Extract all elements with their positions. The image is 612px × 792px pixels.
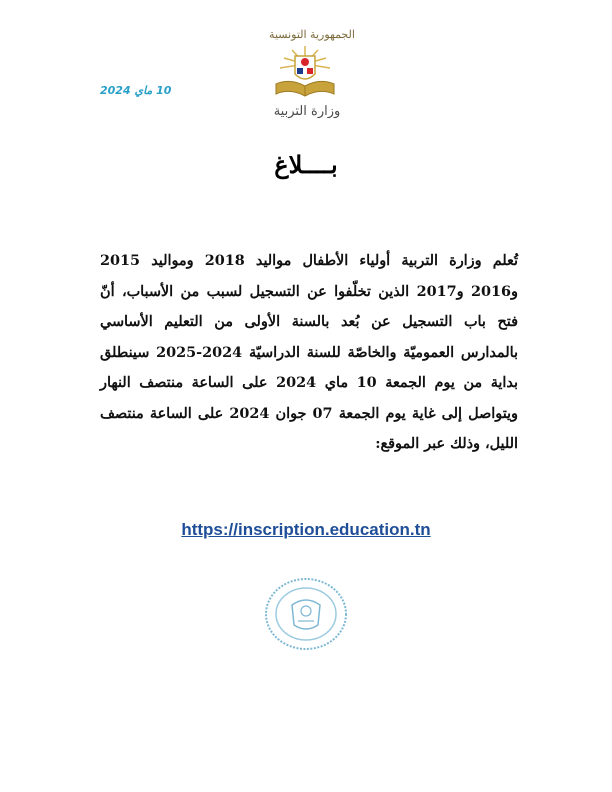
ministry-name: وزارة التربية [273, 104, 341, 119]
republic-header: الجمهورية التونسية [269, 28, 355, 41]
ministry-logo-icon [270, 44, 340, 102]
official-stamp-icon [262, 575, 350, 653]
announcement-body: تُعلم وزارة التربية أولياء الأطفال مواليد 2018 ومواليد 2015 و2016 و2017 الذين تخلّفوا عن التسجيل لسبب من الأسباب، أنّ فتح باب التسجيل عن بُعد بالسنة الأولى من التعليم الأساسي بالمدارس العموميّة والخاصّة للسنة الدراسيّة 2024-2025 سينطلق بداية من يوم الجمعة 10 ماي 2024 على الساعة منتصف النهار ويتواصل إلى غاية يوم الجمعة 07 جوان 2024 على الساعة منتصف الليل، وذلك عبر الموقع: [100, 252, 518, 452]
registration-link[interactable]: https://inscription.education.tn [181, 520, 431, 539]
announcement-title: بــــلاغ [274, 150, 338, 179]
announcement-date: 10 ماي 2024 [100, 84, 172, 97]
